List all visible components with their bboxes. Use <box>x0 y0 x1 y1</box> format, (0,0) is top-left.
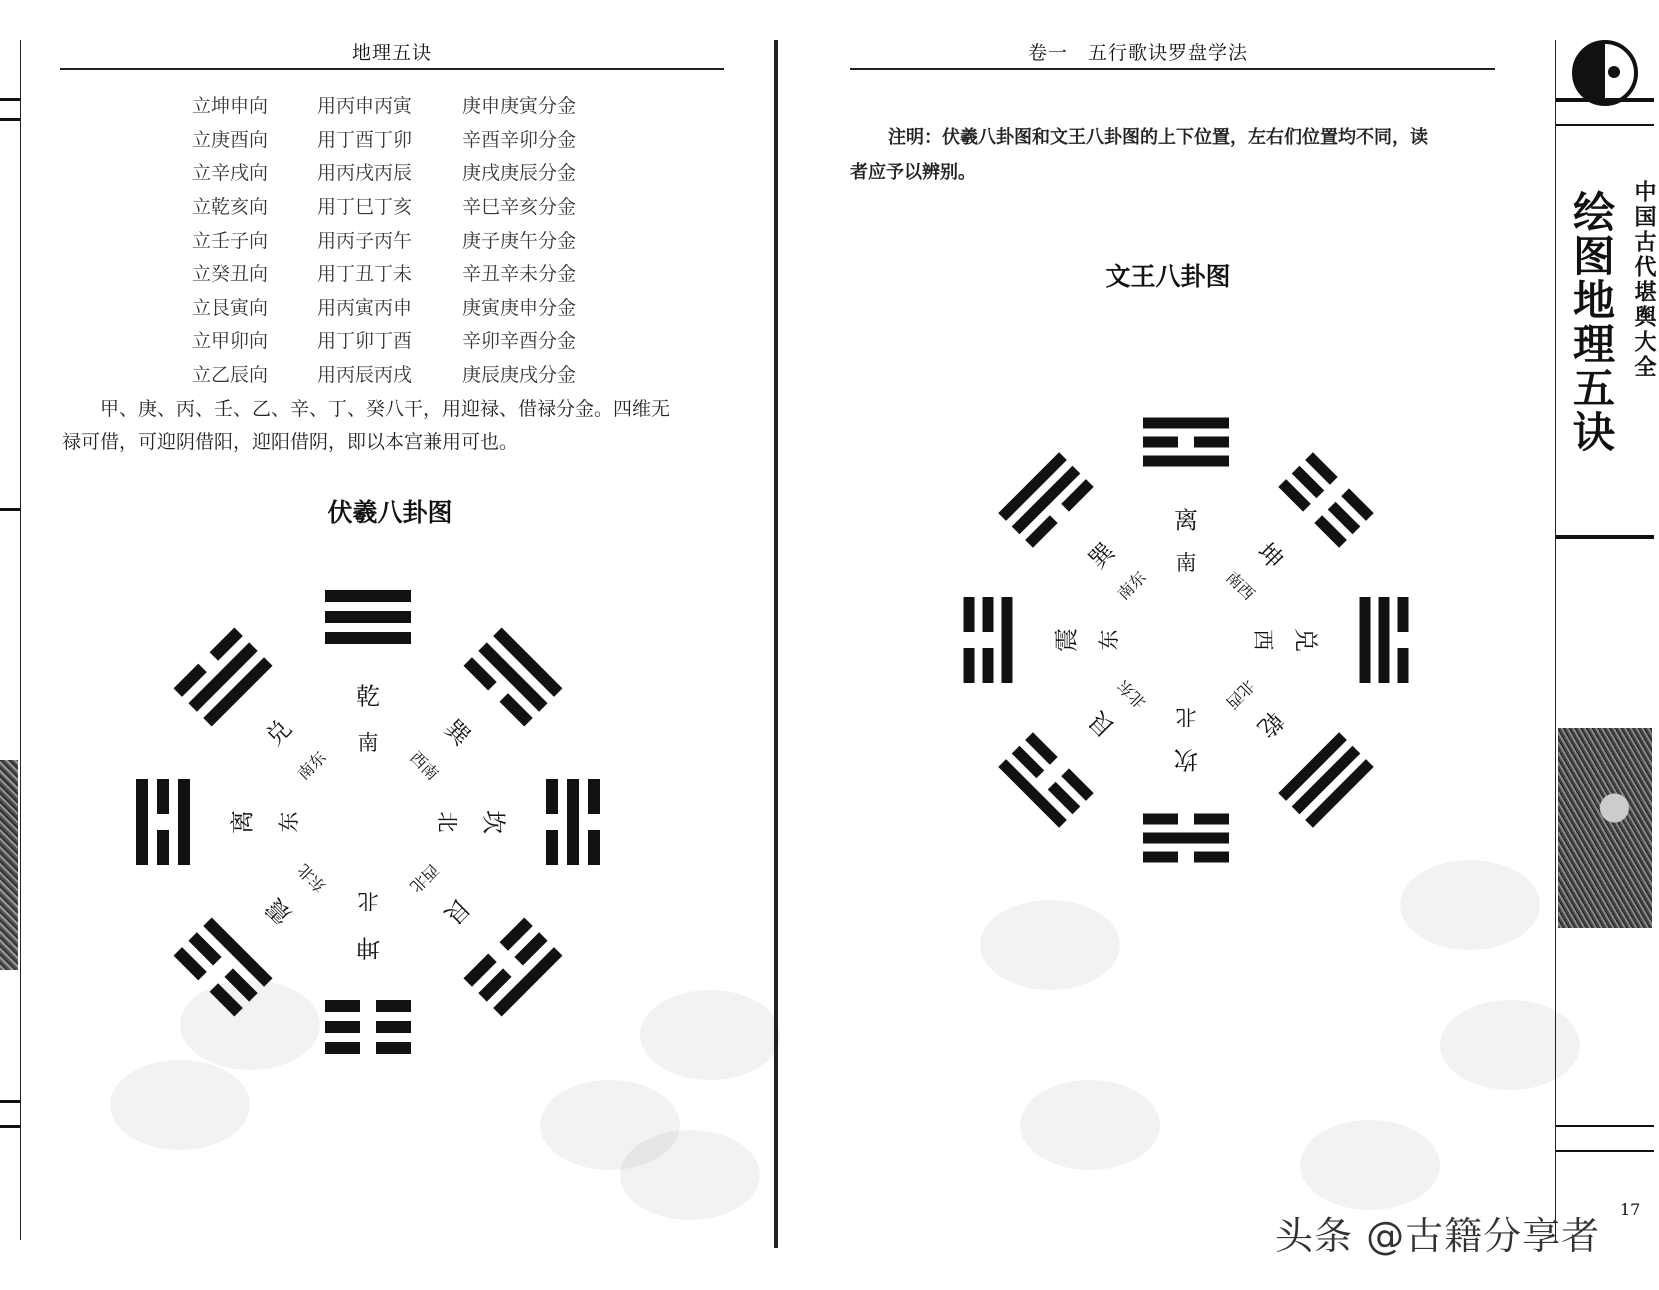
trigram-symbol <box>964 597 1013 683</box>
print-speck <box>1400 860 1540 950</box>
yang-line <box>1143 456 1229 467</box>
direction-label: 西北 <box>405 859 442 896</box>
table-cell: 庚子庚午分金 <box>462 229 577 252</box>
strip-rule <box>1556 1125 1654 1127</box>
trigram-name: 乾 <box>1252 706 1289 743</box>
table-cell: 辛丑辛未分金 <box>462 263 577 286</box>
side-photo <box>1558 728 1652 928</box>
running-head: 地理五诀 <box>351 42 432 64</box>
print-speck <box>1440 1000 1580 1090</box>
direction-label: 北 <box>435 811 459 833</box>
table-cell: 用丁巳丁亥 <box>317 196 413 219</box>
print-speck <box>1020 1080 1160 1170</box>
table-cell: 用丙子丙午 <box>317 229 413 252</box>
yin-line-segment <box>1194 814 1229 825</box>
print-speck <box>1300 1120 1440 1210</box>
figure-title: 文王八卦图 <box>1105 262 1231 291</box>
paragraph-line: 甲、庚、丙、壬、乙、辛、丁、癸八干，用迎禄、借禄分金。四维无 <box>100 398 671 420</box>
trigram-name: 兑 <box>260 714 298 752</box>
yin-line-segment <box>983 648 994 683</box>
trigram-name: 乾 <box>356 682 380 711</box>
yang-line <box>1360 597 1371 683</box>
strip-rule <box>1556 535 1654 539</box>
direction-label: 北 <box>1175 705 1197 729</box>
series-title: 中国古代堪舆大全 <box>1631 180 1656 380</box>
direction-label: 南 <box>357 731 379 755</box>
trigram-name: 震 <box>1052 628 1081 652</box>
yang-line <box>1143 418 1229 429</box>
yang-line <box>1002 597 1013 683</box>
direction-label: 南东 <box>1113 567 1150 604</box>
table-cell: 立庚酉向 <box>192 128 269 151</box>
table-cell: 立辛戌向 <box>192 162 269 185</box>
table-cell: 立甲卯向 <box>192 330 269 353</box>
paragraph-line: 禄可借，可迎阴借阳，迎阳借阴，即以本宫兼用可也。 <box>62 431 519 453</box>
print-speck <box>640 990 780 1080</box>
trigram-name: 离 <box>1174 506 1198 535</box>
yin-line-segment <box>964 648 975 683</box>
direction-label: 南西 <box>1222 567 1259 604</box>
table-cell: 立坤申向 <box>192 95 269 118</box>
strip-rule <box>1556 1150 1654 1152</box>
trigram-symbol <box>1360 597 1409 683</box>
trigram-name: 坎 <box>479 810 508 834</box>
watermark: 头条 @古籍分享者 <box>1275 1214 1601 1258</box>
direction-label: 西南 <box>405 748 442 785</box>
print-speck <box>180 980 320 1070</box>
table-cell: 庚申庚寅分金 <box>462 95 577 118</box>
trigram-name: 离 <box>228 810 257 834</box>
trigram-name: 巽 <box>1083 537 1120 574</box>
table-cell: 庚寅庚申分金 <box>462 296 577 319</box>
trigram-name: 巽 <box>438 714 476 752</box>
direction-label: 南东 <box>294 748 331 785</box>
trigram-name: 坤 <box>356 933 380 962</box>
yin-line-segment <box>964 597 975 632</box>
trigram-name: 震 <box>260 892 298 930</box>
table-cell: 用丁酉丁卯 <box>317 128 413 151</box>
yin-line-segment <box>1143 437 1178 448</box>
print-speck <box>620 1130 760 1220</box>
table-cell: 用丁丑丁未 <box>317 263 413 286</box>
table-cell: 辛卯辛酉分金 <box>462 330 577 353</box>
print-speck <box>980 900 1120 990</box>
trigram-symbol <box>1143 418 1229 467</box>
table-cell: 庚辰庚戌分金 <box>462 364 577 387</box>
table-cell: 立壬子向 <box>192 229 269 252</box>
table-cell: 用丁卯丁酉 <box>317 330 413 353</box>
trigram-symbol <box>1143 814 1229 863</box>
direction-label: 东 <box>1097 629 1121 651</box>
taiji-dot <box>1608 66 1620 78</box>
trigram-name: 艮 <box>438 892 476 930</box>
direction-label: 北东 <box>1113 676 1150 713</box>
direction-label: 东北 <box>294 859 331 896</box>
direction-label: 南 <box>1175 551 1197 575</box>
table-cell: 用丙辰丙戌 <box>317 364 413 387</box>
table-cell: 立乾亥向 <box>192 196 269 219</box>
table-cell: 用丙寅丙申 <box>317 296 413 319</box>
trigram-name: 兑 <box>1291 628 1320 652</box>
table-cell: 立艮寅向 <box>192 296 269 319</box>
table-cell: 辛酉辛卯分金 <box>462 128 577 151</box>
page-number: 17 <box>1620 1200 1641 1219</box>
direction-label: 北 <box>357 889 379 913</box>
figure-title: 伏羲八卦图 <box>327 498 453 527</box>
trigram-name: 坎 <box>1174 745 1198 774</box>
yin-line-segment <box>1194 852 1229 863</box>
trigram-symbol <box>998 732 1093 827</box>
trigram-symbol <box>1278 452 1373 547</box>
taiji-icon <box>1572 40 1638 106</box>
yin-line-segment <box>1194 437 1229 448</box>
trigram-symbol <box>1278 732 1373 827</box>
yang-line <box>1143 833 1229 844</box>
table-cell: 用丙申丙寅 <box>317 95 413 118</box>
table-cell: 辛巳辛亥分金 <box>462 196 577 219</box>
yin-line-segment <box>1143 852 1178 863</box>
direction-label: 西 <box>1251 629 1275 651</box>
print-speck <box>110 1060 250 1150</box>
yin-line-segment <box>983 597 994 632</box>
table-cell: 用丙戌丙辰 <box>317 162 413 185</box>
yin-line-segment <box>1398 648 1409 683</box>
table-cell: 立癸丑向 <box>192 263 269 286</box>
direction-label: 北西 <box>1222 676 1259 713</box>
direction-label: 东 <box>277 811 301 833</box>
table-cell: 立乙辰向 <box>192 364 269 387</box>
trigram-name: 艮 <box>1083 706 1120 743</box>
yin-line-segment <box>1143 814 1178 825</box>
trigram-symbol <box>998 452 1093 547</box>
note-line: 者应予以辨别。 <box>850 162 976 183</box>
table-cell: 庚戌庚辰分金 <box>462 162 577 185</box>
book-title: 绘图地理五诀 <box>1567 190 1616 454</box>
strip-rule <box>1556 124 1654 126</box>
yang-line <box>1379 597 1390 683</box>
strip-rule <box>1556 98 1654 102</box>
note-line: 注明：伏羲八卦图和文王八卦图的上下位置，左右们位置均不同，读 <box>888 127 1428 148</box>
running-head: 卷一 五行歌诀罗盘学法 <box>1027 42 1248 64</box>
yin-line-segment <box>1398 597 1409 632</box>
trigram-name: 坤 <box>1252 537 1289 574</box>
